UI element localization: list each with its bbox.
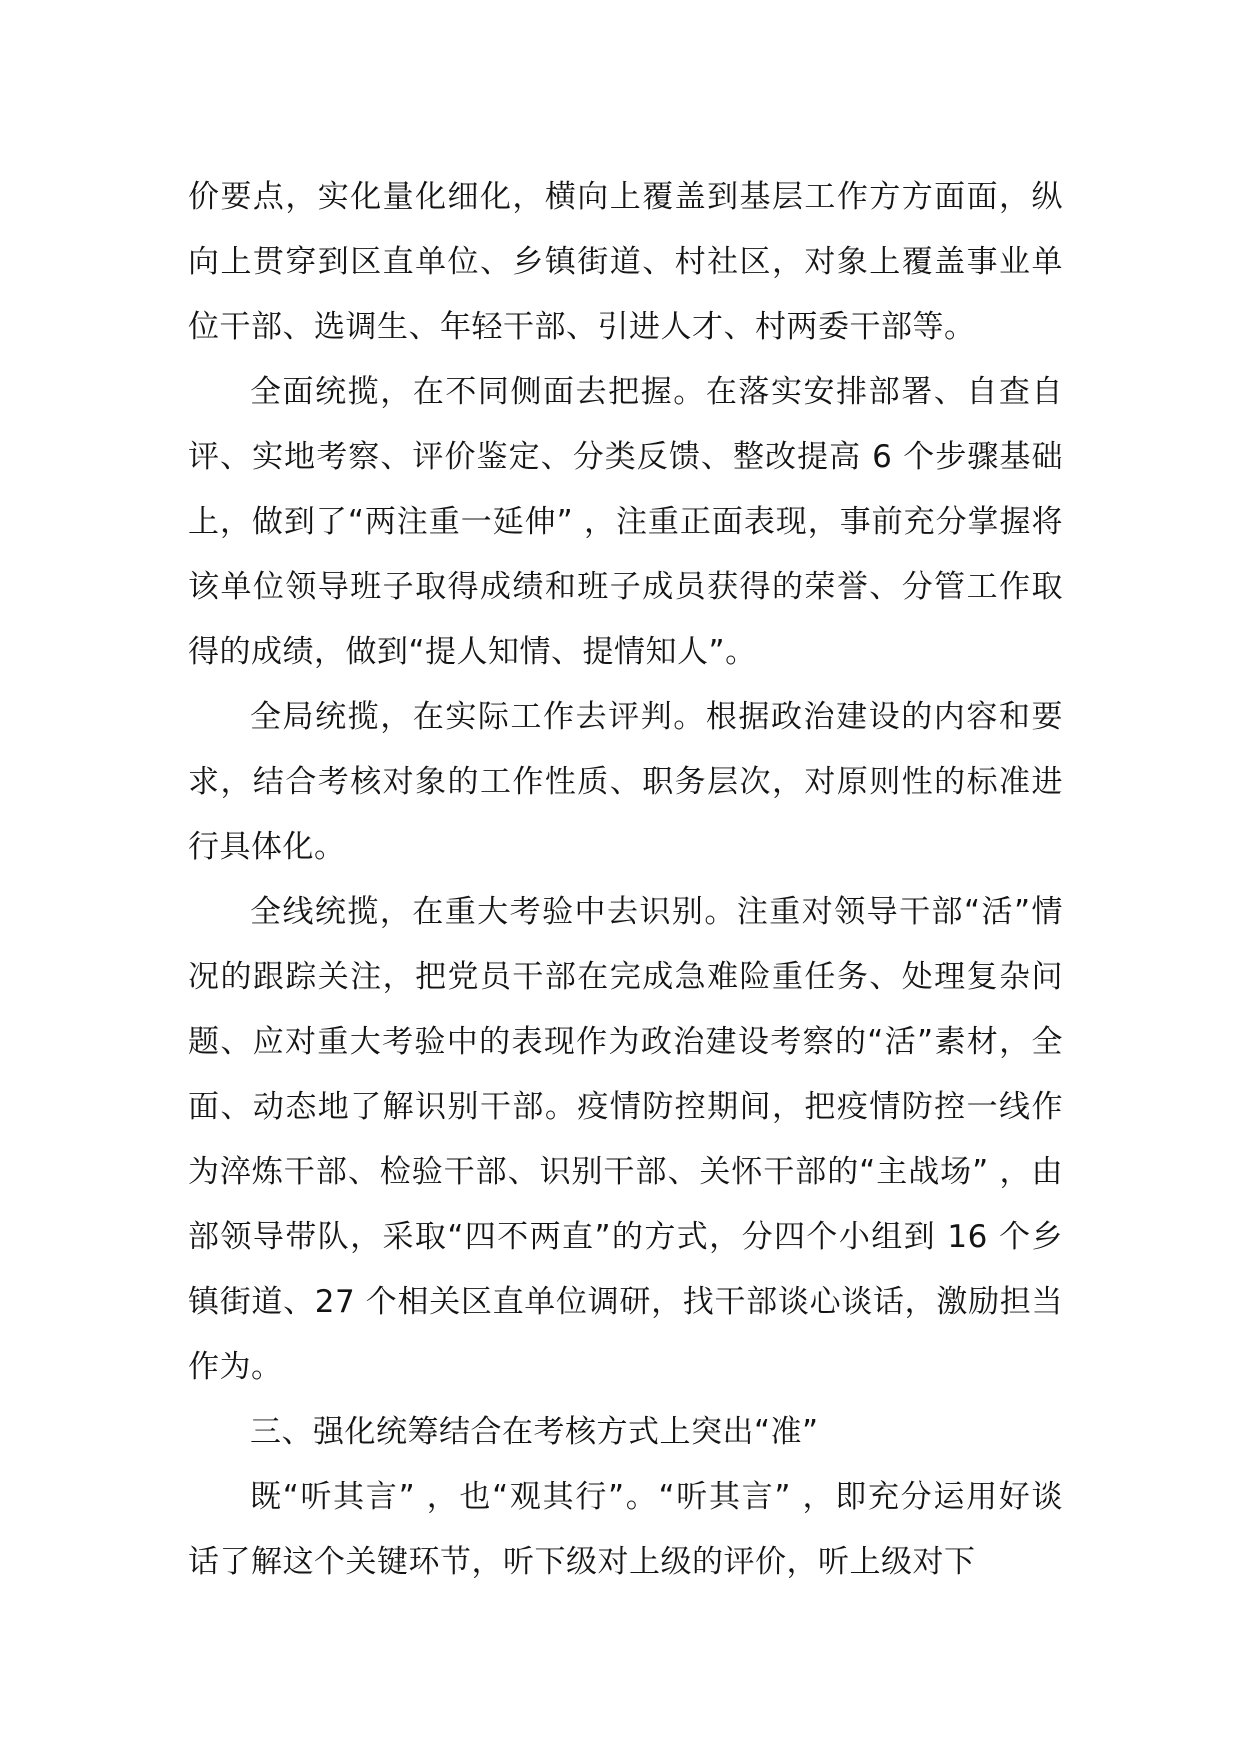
paragraph-frontline-oversight: 全线统揽，在重大考验中去识别。注重对领导干部“活”情况的跟踪关注，把党员干部在完成急难险重任务、处理复杂问题、应对重大考验中的表现作为政治建设考察的“活”素材，全面、动态地了解识别干部。疫情防控期间，把疫情防控一线作为淬炼干部、检验干部、识别干部、关怀干部的“主战场” ，由部领导带队，采取“四不两直”的方式，分四个小组到 16 个乡镇街道、27 个相关区直单位调研，找干部谈心谈话，激励担当作为。 (188, 894, 1063, 1385)
section-heading-three: 三、强化统筹结合在考核方式上突出“准” (250, 1414, 819, 1450)
paragraph-comprehensive-oversight: 全面统揽，在不同侧面去把握。在落实安排部署、自查自评、实地考察、评价鉴定、分类反馈、整改提高 6 个步骤基础上，做到了“两注重一延伸” ，注重正面表现，事前充分掌握将该单位领导班子取得成绩和班子成员获得的荣誉、分管工作取得的成绩，做到“提人知情、提情知人”。 (188, 374, 1063, 670)
paragraph-listen-and-observe: 既“听其言” ，也“观其行”。“听其言” ，即充分运用好谈话了解这个关键环节，听下级对上级的评价，听上级对下 (188, 1479, 1063, 1580)
paragraph-continuation: 价要点，实化量化细化，横向上覆盖到基层工作方方面面，纵向上贯穿到区直单位、乡镇街道、村社区，对象上覆盖事业单位干部、选调生、年轻干部、引进人才、村两委干部等。 (188, 179, 1063, 345)
paragraph-overall-oversight: 全局统揽，在实际工作去评判。根据政治建设的内容和要求，结合考核对象的工作性质、职务层次，对原则性的标准进行具体化。 (188, 699, 1063, 865)
document-body (188, 165, 1063, 1595)
